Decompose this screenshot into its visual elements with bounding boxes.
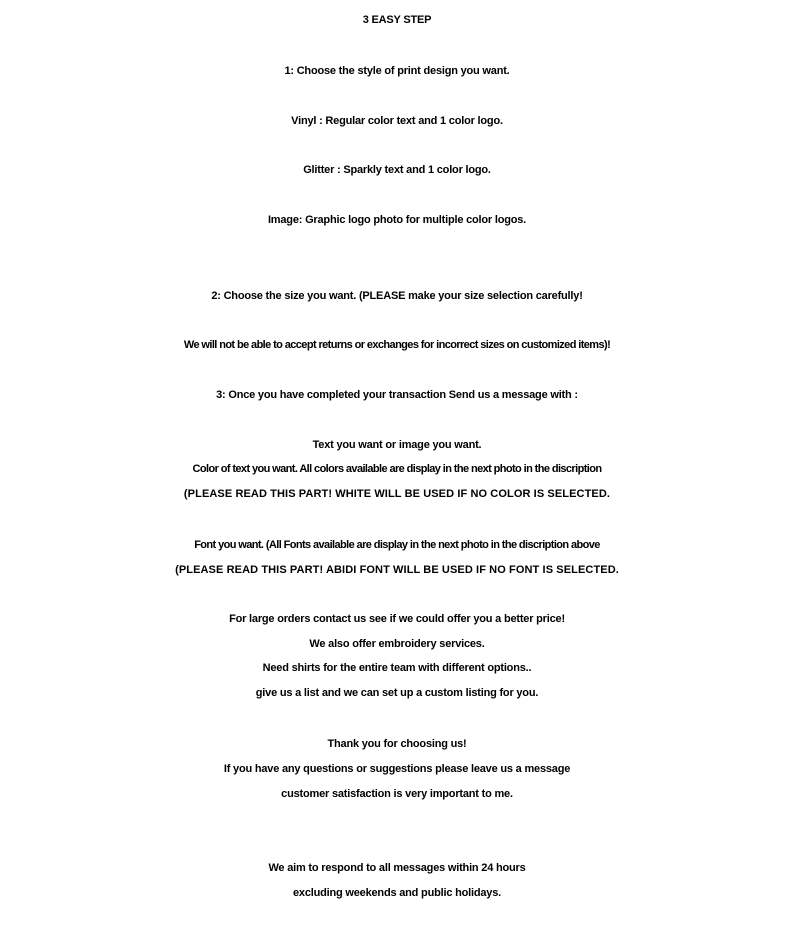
large-orders-line: Need shirts for the entire team with different options.. xyxy=(262,662,532,674)
large-orders-line: For large orders contact us see if we could offer you a better price! xyxy=(229,613,565,625)
step3-text-line: Text you want or image you want. xyxy=(312,439,482,451)
large-orders-line: give us a list and we can set up a custom listing for you. xyxy=(255,687,539,699)
option-glitter: Glitter : Sparkly text and 1 color logo. xyxy=(303,164,491,176)
step1-heading: 1: Choose the style of print design you want. xyxy=(284,65,510,77)
step3-font-warning: (PLEASE READ THIS PART! ABIDI FONT WILL BE USED IF NO FONT IS SELECTED. xyxy=(175,564,619,576)
step3-heading: 3: Once you have completed your transaction Send us a message with : xyxy=(216,389,578,401)
page-title: 3 EASY STEP xyxy=(362,14,432,26)
step2-heading: 2: Choose the size you want. (PLEASE make your size selection carefully! xyxy=(211,290,583,302)
option-vinyl: Vinyl : Regular color text and 1 color logo. xyxy=(291,115,503,127)
thanks-line: customer satisfaction is very important to me. xyxy=(281,788,513,800)
thanks-line: Thank you for choosing us! xyxy=(327,738,467,750)
step3-font-line: Font you want. (All Fonts available are display in the next photo in the discription above xyxy=(194,539,600,551)
large-orders-line: We also offer embroidery services. xyxy=(309,638,485,650)
response-line: excluding weekends and public holidays. xyxy=(293,887,501,899)
step3-color-line: Color of text you want. All colors available are display in the next photo in the discription xyxy=(192,463,602,475)
thanks-line: If you have any questions or suggestions please leave us a message xyxy=(223,763,571,775)
option-image: Image: Graphic logo photo for multiple color logos. xyxy=(267,214,527,226)
step3-color-warning: (PLEASE READ THIS PART! WHITE WILL BE USED IF NO COLOR IS SELECTED. xyxy=(183,488,611,500)
response-line: We aim to respond to all messages within 24 hours xyxy=(268,862,526,874)
step2-note: We will not be able to accept returns or exchanges for incorrect sizes on customized items)! xyxy=(183,339,611,351)
